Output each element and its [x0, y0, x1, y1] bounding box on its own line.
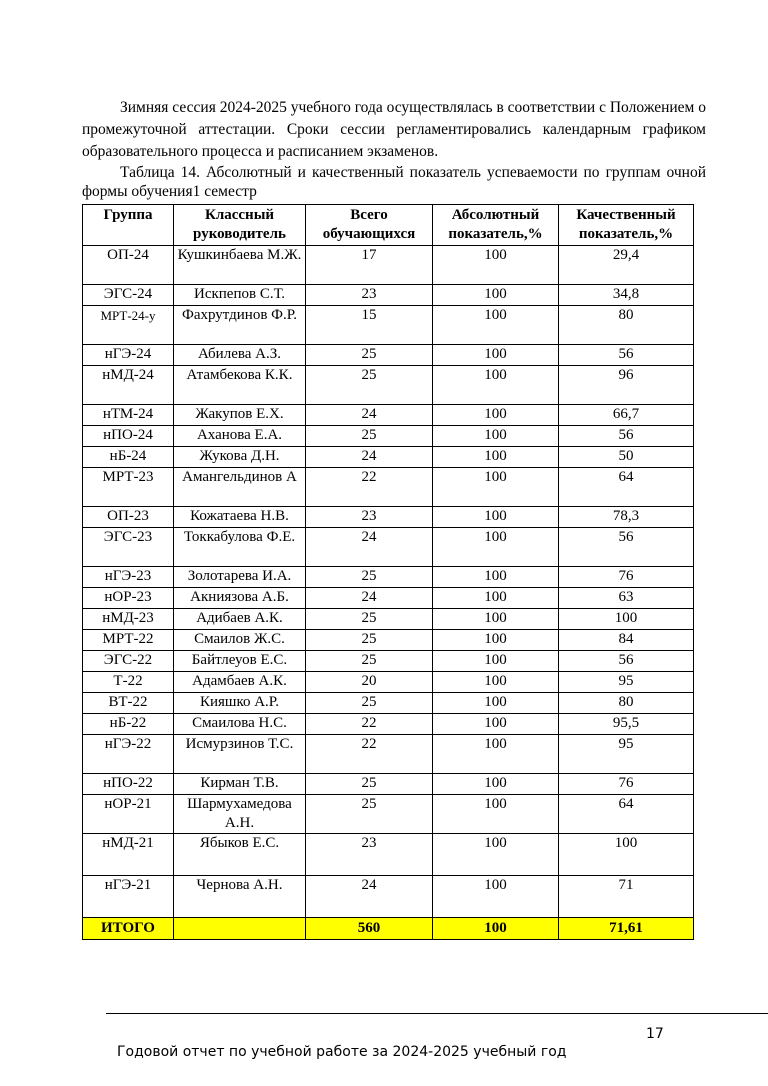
cell-quality: 63	[559, 588, 694, 609]
cell-total: 25	[306, 609, 433, 630]
cell-total: 20	[306, 672, 433, 693]
table-row	[83, 246, 694, 285]
cell-group: нМД-21	[83, 834, 174, 876]
header-quality: Качественный показатель,%	[559, 205, 694, 246]
total-absolute: 100	[433, 918, 559, 940]
table-row	[83, 366, 694, 405]
cell-absolute: 100	[433, 714, 559, 735]
cell-group: ЭГС-22	[83, 651, 174, 672]
table-row	[83, 528, 694, 567]
cell-teacher: Фахрутдинов Ф.Р.	[174, 306, 306, 345]
cell-total: 24	[306, 447, 433, 468]
cell-teacher: Золотарева И.А.	[174, 567, 306, 588]
cell-group: нОР-21	[83, 795, 174, 834]
cell-quality: 64	[559, 468, 694, 507]
cell-group: Т-22	[83, 672, 174, 693]
cell-group: нГЭ-21	[83, 876, 174, 918]
total-row	[83, 918, 694, 940]
total-label: ИТОГО	[83, 918, 174, 940]
cell-teacher: Ябыков Е.С.	[174, 834, 306, 876]
table-row	[83, 693, 694, 714]
cell-total: 25	[306, 774, 433, 795]
table-row	[83, 834, 694, 876]
cell-absolute: 100	[433, 735, 559, 774]
cell-total: 15	[306, 306, 433, 345]
cell-quality: 66,7	[559, 405, 694, 426]
cell-total: 25	[306, 567, 433, 588]
cell-group: МРТ-24-у	[83, 306, 174, 345]
table-row	[83, 306, 694, 345]
cell-teacher: Кияшко А.Р.	[174, 693, 306, 714]
cell-absolute: 100	[433, 426, 559, 447]
table-row	[83, 345, 694, 366]
cell-total: 22	[306, 735, 433, 774]
cell-group: нПО-24	[83, 426, 174, 447]
cell-total: 17	[306, 246, 433, 285]
cell-total: 25	[306, 795, 433, 834]
cell-quality: 100	[559, 834, 694, 876]
cell-quality: 100	[559, 609, 694, 630]
cell-teacher: Кожатаева Н.В.	[174, 507, 306, 528]
cell-absolute: 100	[433, 447, 559, 468]
cell-teacher: Жукова Д.Н.	[174, 447, 306, 468]
cell-quality: 95	[559, 735, 694, 774]
cell-total: 22	[306, 468, 433, 507]
table-caption: Таблица 14. Абсолютный и качественный показатель успеваемости по группам очной формы обучения1 семестр	[82, 164, 706, 200]
table-row	[83, 405, 694, 426]
cell-group: нОР-23	[83, 588, 174, 609]
intro-paragraph	[82, 97, 706, 163]
cell-teacher: Акниязова А.Б.	[174, 588, 306, 609]
cell-teacher: Амангельдинов А	[174, 468, 306, 507]
cell-total: 25	[306, 630, 433, 651]
cell-group: нПО-22	[83, 774, 174, 795]
cell-teacher: Атамбекова К.К.	[174, 366, 306, 405]
cell-absolute: 100	[433, 795, 559, 834]
table-row	[83, 507, 694, 528]
cell-absolute: 100	[433, 774, 559, 795]
page-number: 17	[646, 1026, 664, 1042]
cell-quality: 76	[559, 567, 694, 588]
cell-absolute: 100	[433, 567, 559, 588]
cell-quality: 95	[559, 672, 694, 693]
cell-group: ЭГС-24	[83, 285, 174, 306]
cell-group: нБ-22	[83, 714, 174, 735]
cell-teacher: Адамбаев А.К.	[174, 672, 306, 693]
cell-total: 24	[306, 588, 433, 609]
total-teacher	[174, 918, 306, 940]
cell-quality: 29,4	[559, 246, 694, 285]
cell-teacher: Байтлеуов Е.С.	[174, 651, 306, 672]
header-teacher: Классный руководитель	[174, 205, 306, 246]
cell-total: 25	[306, 366, 433, 405]
cell-group: ОП-24	[83, 246, 174, 285]
cell-absolute: 100	[433, 609, 559, 630]
cell-group: ОП-23	[83, 507, 174, 528]
cell-absolute: 100	[433, 246, 559, 285]
cell-quality: 56	[559, 651, 694, 672]
cell-teacher: Токкабулова Ф.Е.	[174, 528, 306, 567]
footer-divider	[106, 1013, 768, 1014]
cell-absolute: 100	[433, 630, 559, 651]
cell-total: 25	[306, 693, 433, 714]
cell-absolute: 100	[433, 693, 559, 714]
cell-teacher: Исмурзинов Т.С.	[174, 735, 306, 774]
table-row	[83, 651, 694, 672]
table-row	[83, 672, 694, 693]
cell-absolute: 100	[433, 834, 559, 876]
cell-total: 24	[306, 876, 433, 918]
table-row	[83, 468, 694, 507]
cell-teacher: Жакупов Е.Х.	[174, 405, 306, 426]
cell-absolute: 100	[433, 672, 559, 693]
table-row	[83, 426, 694, 447]
cell-quality: 78,3	[559, 507, 694, 528]
cell-absolute: 100	[433, 405, 559, 426]
cell-absolute: 100	[433, 528, 559, 567]
cell-teacher: Искпепов С.Т.	[174, 285, 306, 306]
cell-quality: 64	[559, 795, 694, 834]
cell-group: МРТ-22	[83, 630, 174, 651]
cell-absolute: 100	[433, 507, 559, 528]
cell-quality: 76	[559, 774, 694, 795]
table-row	[83, 774, 694, 795]
cell-teacher: Шармухамедова А.Н.	[174, 795, 306, 834]
cell-total: 24	[306, 528, 433, 567]
cell-total: 23	[306, 834, 433, 876]
cell-total: 24	[306, 405, 433, 426]
intro-text: Зимняя сессия 2024-2025 учебного года осуществлялась в соответствии с Положением о промежуточной аттестации. Сроки сессии регламентировались календарным графиком образовательного процесса и расписанием экзаменов.	[82, 99, 706, 160]
cell-group: нГЭ-23	[83, 567, 174, 588]
cell-total: 25	[306, 345, 433, 366]
cell-total: 23	[306, 285, 433, 306]
total-quality: 71,61	[559, 918, 694, 940]
cell-quality: 71	[559, 876, 694, 918]
cell-quality: 80	[559, 306, 694, 345]
cell-total: 25	[306, 651, 433, 672]
cell-quality: 56	[559, 528, 694, 567]
table-row	[83, 630, 694, 651]
cell-teacher: Смаилова Н.С.	[174, 714, 306, 735]
cell-teacher: Абилева А.З.	[174, 345, 306, 366]
table-row	[83, 714, 694, 735]
cell-teacher: Кушкинбаева М.Ж.	[174, 246, 306, 285]
cell-teacher: Аханова Е.А.	[174, 426, 306, 447]
cell-group: нБ-24	[83, 447, 174, 468]
cell-teacher: Адибаев А.К.	[174, 609, 306, 630]
table-row	[83, 795, 694, 834]
table-row	[83, 447, 694, 468]
cell-quality: 95,5	[559, 714, 694, 735]
cell-total: 23	[306, 507, 433, 528]
cell-quality: 84	[559, 630, 694, 651]
cell-group: ВТ-22	[83, 693, 174, 714]
cell-absolute: 100	[433, 876, 559, 918]
cell-absolute: 100	[433, 345, 559, 366]
table-row	[83, 588, 694, 609]
cell-teacher: Кирман Т.В.	[174, 774, 306, 795]
header-group: Группа	[83, 205, 174, 246]
cell-total: 22	[306, 714, 433, 735]
table-row	[83, 609, 694, 630]
cell-quality: 34,8	[559, 285, 694, 306]
table-row	[83, 735, 694, 774]
table-row	[83, 876, 694, 918]
cell-group: нГЭ-22	[83, 735, 174, 774]
grades-table	[82, 204, 694, 940]
cell-quality: 56	[559, 426, 694, 447]
table-row	[83, 285, 694, 306]
cell-group: МРТ-23	[83, 468, 174, 507]
header-absolute: Абсолютный показатель,%	[433, 205, 559, 246]
cell-absolute: 100	[433, 285, 559, 306]
footer-text: Годовой отчет по учебной работе за 2024-2025 учебный год	[117, 1044, 567, 1060]
cell-absolute: 100	[433, 306, 559, 345]
cell-absolute: 100	[433, 651, 559, 672]
cell-absolute: 100	[433, 366, 559, 405]
cell-quality: 56	[559, 345, 694, 366]
cell-absolute: 100	[433, 588, 559, 609]
total-students: 560	[306, 918, 433, 940]
cell-teacher: Смаилов Ж.С.	[174, 630, 306, 651]
cell-absolute: 100	[433, 468, 559, 507]
cell-quality: 50	[559, 447, 694, 468]
table-row	[83, 567, 694, 588]
cell-total: 25	[306, 426, 433, 447]
cell-group: нМД-24	[83, 366, 174, 405]
table-header-row	[83, 205, 694, 246]
cell-group: нГЭ-24	[83, 345, 174, 366]
cell-quality: 80	[559, 693, 694, 714]
cell-quality: 96	[559, 366, 694, 405]
cell-group: нТМ-24	[83, 405, 174, 426]
cell-group: ЭГС-23	[83, 528, 174, 567]
header-total: Всего обучающихся	[306, 205, 433, 246]
cell-group: нМД-23	[83, 609, 174, 630]
cell-teacher: Чернова А.Н.	[174, 876, 306, 918]
